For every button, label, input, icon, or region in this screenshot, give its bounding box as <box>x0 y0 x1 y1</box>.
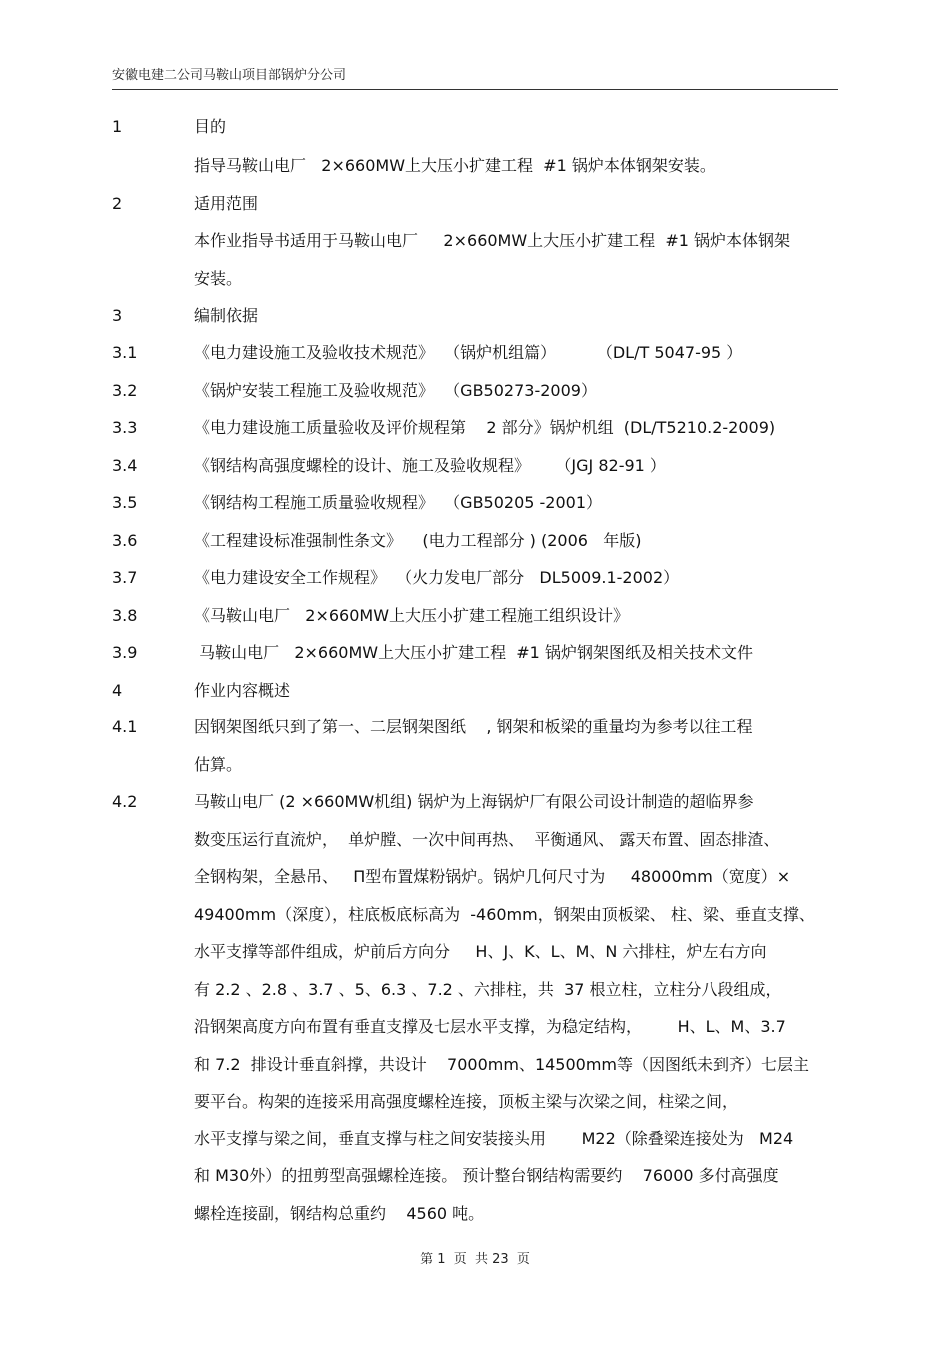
document-line <box>0 189 950 219</box>
page-footer: 第 1 页 共 23 页 <box>420 1252 530 1267</box>
document-line <box>0 413 950 443</box>
line-text: 安装。 <box>194 269 243 288</box>
line-text: 《钢结构高强度螺栓的设计、施工及验收规程》 （JGJ 82-91 ） <box>194 456 666 475</box>
line-text: 和 M30外）的扭剪型高强螺栓连接。 预计整台钢结构需要约 76000 多付高强度 <box>194 1166 779 1185</box>
section-number: 3.5 <box>112 493 138 512</box>
document-line <box>0 488 950 518</box>
document-line <box>0 526 950 556</box>
line-text: 《工程建设标准强制性条文》 (电力工程部分 ) (2006 年版) <box>194 531 642 550</box>
document-line <box>0 563 950 593</box>
document-line <box>0 1050 950 1080</box>
document-line <box>0 1012 950 1042</box>
line-text: 《马鞍山电厂 2×660MW上大压小扩建工程施工组织设计》 <box>194 606 630 625</box>
line-text: 《电力建设施工及验收技术规范》 （锅炉机组篇） （DL/T 5047-95 ） <box>194 343 743 362</box>
document-line <box>0 1087 950 1117</box>
line-text: 编制依据 <box>194 306 259 325</box>
document-line <box>0 1161 950 1191</box>
line-text: 水平支撑与梁之间，垂直支撑与柱之间安装接头用 M22（除叠梁连接处为 M24 <box>194 1129 794 1148</box>
document-line <box>0 376 950 406</box>
section-number: 1 <box>112 117 123 136</box>
line-text: 数变压运行直流炉， 单炉膛、一次中间再热、 平衡通风、 露天布置、固态排渣、 <box>194 830 780 849</box>
line-text: 指导马鞍山电厂 2×660MW上大压小扩建工程 #1 锅炉本体钢架安装。 <box>194 156 716 175</box>
line-text: 马鞍山电厂 2×660MW上大压小扩建工程 #1 锅炉钢架图纸及相关技术文件 <box>194 643 753 662</box>
line-text: 要平台。构架的连接采用高强度螺栓连接，顶板主梁与次梁之间，柱梁之间， <box>194 1092 739 1111</box>
line-text: 《锅炉安装工程施工及验收规范》 （GB50273-2009） <box>194 381 597 400</box>
line-text: 螺栓连接副，钢结构总重约 4560 吨。 <box>194 1204 485 1223</box>
document-line <box>0 301 950 331</box>
line-text: 全钢构架，全悬吊、 П型布置煤粉锅炉。锅炉几何尺寸为 48000mm（宽度）× <box>194 867 791 886</box>
document-line <box>0 338 950 368</box>
line-text: 《电力建设施工质量验收及评价规程第 2 部分》锅炉机组 (DL/T5210.2-2009) <box>194 418 776 437</box>
line-text: 作业内容概述 <box>194 681 291 700</box>
line-text: 马鞍山电厂 (2 ×660MW机组) 锅炉为上海锅炉厂有限公司设计制造的超临界参 <box>194 792 754 811</box>
section-number: 4.1 <box>112 717 138 736</box>
document-line <box>0 712 950 742</box>
document-line <box>0 862 950 892</box>
line-text: 因钢架图纸只到了第一、二层钢架图纸 , 钢架和板梁的重量均为参考以往工程 <box>194 717 753 736</box>
line-text: 《电力建设安全工作规程》 （火力发电厂部分 DL5009.1-2002） <box>194 568 680 587</box>
section-number: 3.7 <box>112 568 138 587</box>
line-text: 49400mm（深度），柱底板底标高为 -460mm，钢架由顶板梁、 柱、梁、垂直支撑、 <box>194 905 815 924</box>
section-number: 2 <box>112 194 123 213</box>
section-number: 3 <box>112 306 123 325</box>
document-line <box>0 151 950 181</box>
section-number: 3.2 <box>112 381 138 400</box>
line-text: 沿钢架高度方向布置有垂直支撑及七层水平支撑，为稳定结构， H、L、M、3.7 <box>194 1017 786 1036</box>
document-line <box>0 900 950 930</box>
section-number: 4.2 <box>112 792 138 811</box>
document-line <box>0 601 950 631</box>
line-text: 《钢结构工程施工质量验收规程》 （GB50205 -2001） <box>194 493 603 512</box>
document-line <box>0 825 950 855</box>
section-number: 3.8 <box>112 606 138 625</box>
section-number: 3.9 <box>112 643 138 662</box>
line-text: 估算。 <box>194 755 243 774</box>
section-number: 4 <box>112 681 123 700</box>
line-text: 有 2.2 、2.8 、3.7 、5、6.3 、7.2 、六排柱，共 37 根立柱，立柱分八段组成， <box>194 980 782 999</box>
document-line <box>0 676 950 706</box>
line-text: 本作业指导书适用于马鞍山电厂 2×660MW上大压小扩建工程 #1 锅炉本体钢架 <box>194 231 791 250</box>
page-header: 安徽电建二公司马鞍山项目部锅炉分公司 <box>112 64 838 90</box>
section-number: 3.4 <box>112 456 138 475</box>
document-line <box>0 112 950 142</box>
section-number: 3.3 <box>112 418 138 437</box>
document-line <box>0 226 950 256</box>
document-line <box>0 1124 950 1154</box>
document-line <box>0 975 950 1005</box>
document-line <box>0 937 950 967</box>
document-line <box>0 451 950 481</box>
line-text: 目的 <box>194 117 227 136</box>
line-text: 和 7.2 排设计垂直斜撑，共设计 7000mm、14500mm等（因图纸未到齐）七层主 <box>194 1055 810 1074</box>
section-number: 3.1 <box>112 343 138 362</box>
document-line <box>0 264 950 294</box>
line-text: 水平支撑等部件组成，炉前后方向分 H、J、K、L、M、N 六排柱，炉左右方向 <box>194 942 767 961</box>
document-line <box>0 750 950 780</box>
line-text: 适用范围 <box>194 194 259 213</box>
section-number: 3.6 <box>112 531 138 550</box>
document-line <box>0 787 950 817</box>
document-line <box>0 638 950 668</box>
document-line <box>0 1199 950 1229</box>
